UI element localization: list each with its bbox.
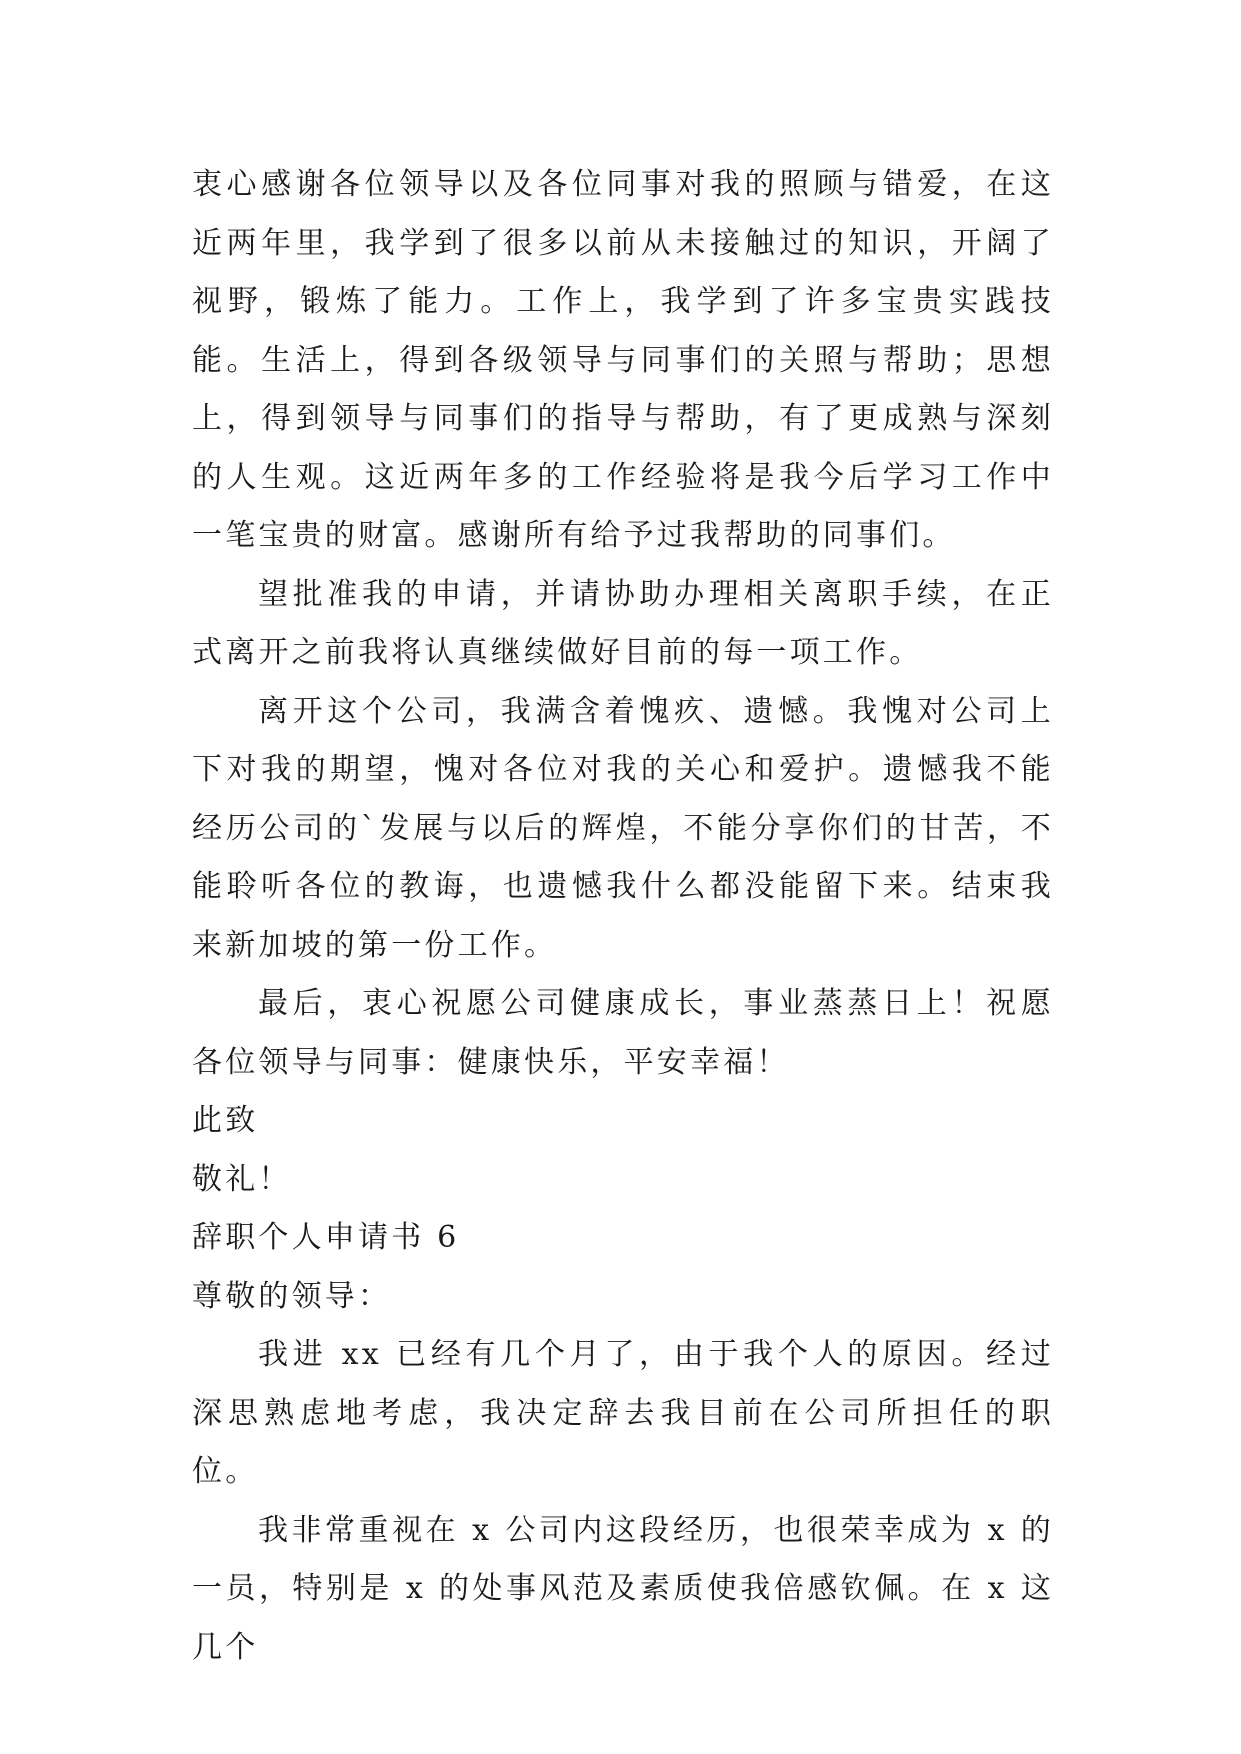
- gratitude-paragraph: 衷心感谢各位领导以及各位同事对我的照顾与错爱，在这近两年里，我学到了很多以前从未接触过的知识，开阔了视野，锻炼了能力。工作上，我学到了许多宝贵实践技能。生活上，得到各级领导与同事们的关照与帮助；思想上，得到领导与同事们的指导与帮助，有了更成熟与深刻的人生观。这近两年多的工作经验将是我今后学习工作中一笔宝贵的财富。感谢所有给予过我帮助的同事们。: [192, 167, 1054, 553]
- approval-request-paragraph: 望批准我的申请，并请协助办理相关离职手续，在正式离开之前我将认真继续做好目前的每一项工作。: [192, 576, 1054, 670]
- resignation-intro-paragraph: 我进 xx 已经有几个月了，由于我个人的原因。经过深思熟虑地考虑，我决定辞去我目前在公司所担任的职位。: [192, 1337, 1054, 1489]
- greeting-line: 尊敬的领导：: [192, 1278, 392, 1314]
- experience-paragraph: 我非常重视在 x 公司内这段经历，也很荣幸成为 x 的一员，特别是 x 的处事风范及素质使我倍感钦佩。在 x 这几个: [192, 1512, 1054, 1665]
- regards-line: 敬礼！: [192, 1161, 292, 1197]
- section-heading: 辞职个人申请书 6: [192, 1220, 460, 1255]
- document-body: [192, 156, 1054, 1677]
- regret-paragraph: 离开这个公司，我满含着愧疚、遗憾。我愧对公司上下对我的期望，愧对各位对我的关心和爱护。遗憾我不能经历公司的`发展与以后的辉煌，不能分享你们的甘苦，不能聆听各位的教诲，也遗憾我什么都没能留下来。结束我来新加坡的第一份工作。: [192, 693, 1054, 963]
- salutation-line: 此致: [192, 1103, 259, 1138]
- closing-wishes-paragraph: 最后，衷心祝愿公司健康成长，事业蒸蒸日上！祝愿各位领导与同事：健康快乐，平安幸福！: [192, 986, 1054, 1080]
